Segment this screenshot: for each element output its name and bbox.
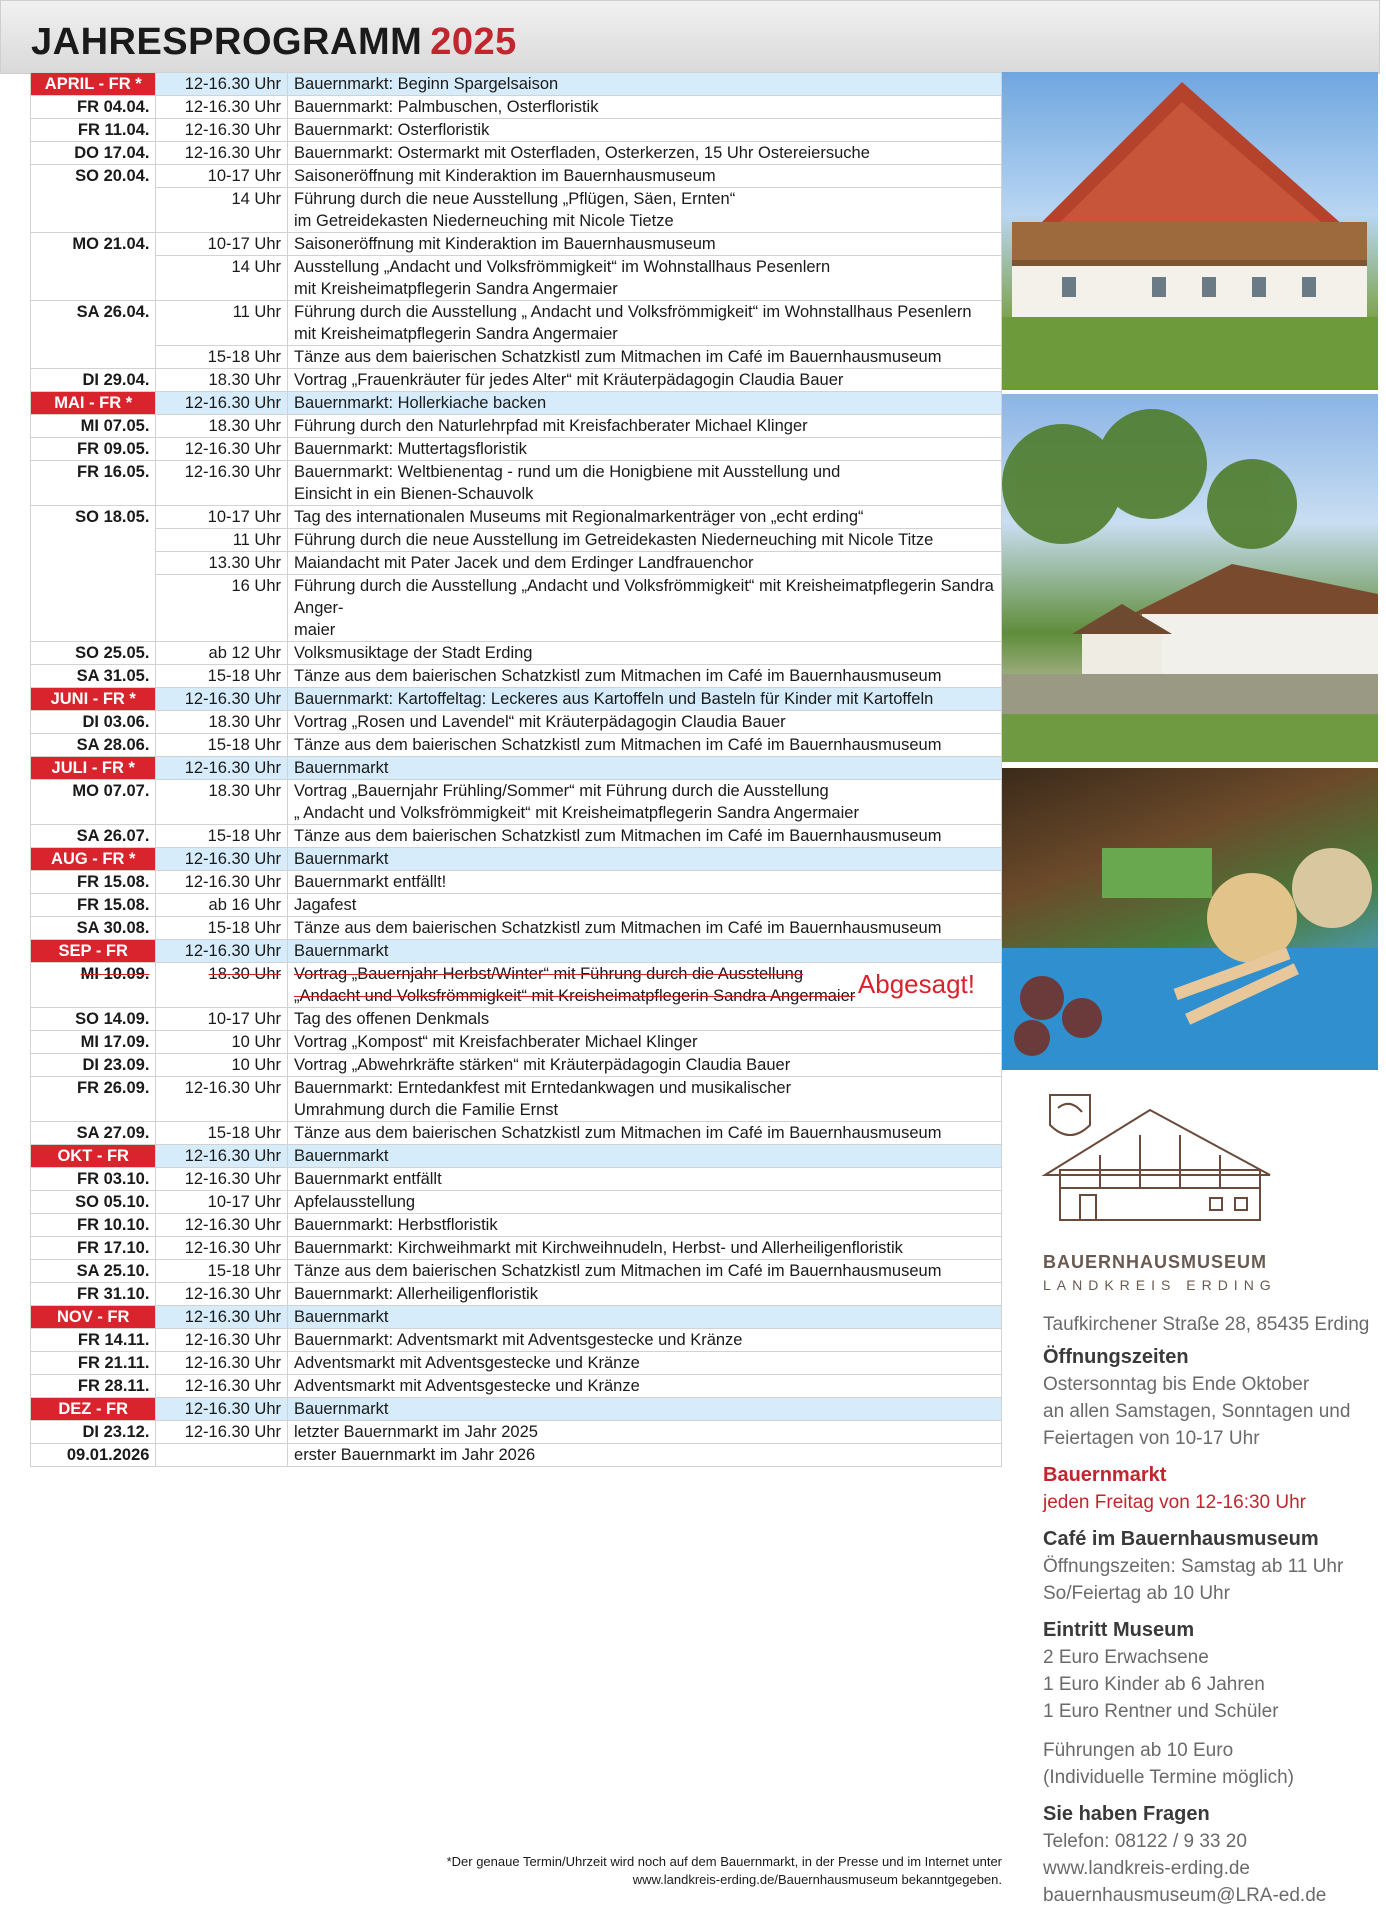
event-description: Maiandacht mit Pater Jacek und dem Erdinger Landfrauenchor — [294, 554, 754, 572]
event-time: 10 Uhr — [156, 1031, 288, 1054]
market-line: jeden Freitag von 12-16:30 Uhr — [1043, 1492, 1306, 1513]
event-cell — [288, 848, 1002, 871]
event-cell — [288, 780, 1002, 825]
event-row — [31, 1214, 1002, 1237]
month-label: SEP - FR — [31, 940, 156, 963]
contact-heading: Sie haben Fragen — [1043, 1803, 1210, 1825]
event-date: FR 04.04. — [31, 96, 156, 119]
event-time: 12-16.30 Uhr — [156, 688, 288, 711]
event-description: Tänze aus dem baierischen Schatzkistl zum Mitmachen im Café im Bauernhausmuseum — [294, 827, 942, 845]
month-label: MAI - FR * — [31, 392, 156, 415]
event-row — [31, 1191, 1002, 1214]
event-description: Bauernmarkt: Beginn Spargelsaison — [294, 75, 559, 93]
event-description: Bauernmarkt — [294, 1400, 389, 1418]
event-time: 10-17 Uhr — [156, 165, 288, 188]
event-cell — [288, 940, 1002, 963]
event-description: Vortrag „Bauernjahr Herbst/Winter“ mit Führung durch die Ausstellung — [294, 965, 804, 983]
event-time: 15-18 Uhr — [156, 1122, 288, 1145]
event-time: 12-16.30 Uhr — [156, 1352, 288, 1375]
opening-line: Feiertagen von 10-17 Uhr — [1043, 1428, 1260, 1449]
event-description: Saisoneröffnung mit Kinderaktion im Bauernhausmuseum — [294, 235, 716, 253]
event-description: Bauernmarkt: Ostermarkt mit Osterfladen, Osterkerzen, 15 Uhr Ostereiersuche — [294, 144, 870, 162]
event-date: 09.01.2026 — [31, 1444, 156, 1467]
cancelled-note: Abgesagt! — [857, 969, 975, 999]
event-row — [31, 1421, 1002, 1444]
event-row — [31, 825, 1002, 848]
event-description: Bauernmarkt — [294, 1308, 389, 1326]
event-cell — [288, 917, 1002, 940]
month-row — [31, 1398, 1002, 1421]
brand-name: BAUERNHAUSMUSEUM — [1043, 1252, 1268, 1272]
event-cell — [288, 1306, 1002, 1329]
event-date: MO 21.04. — [31, 233, 156, 301]
event-description-cont: mit Kreisheimatpflegerin Sandra Angermaier — [294, 325, 618, 343]
month-row — [31, 757, 1002, 780]
event-date: SA 30.08. — [31, 917, 156, 940]
event-description: Tag des offenen Denkmals — [294, 1010, 490, 1028]
event-date: SA 28.06. — [31, 734, 156, 757]
event-description-cont: „Andacht und Volksfrömmigkeit“ mit Kreisheimatpflegerin Sandra Angermaier — [294, 987, 856, 1005]
event-description: Bauernmarkt: Muttertagsfloristik — [294, 440, 527, 458]
event-date: MI 10.09. — [31, 963, 156, 1008]
event-time: ab 12 Uhr — [156, 642, 288, 665]
event-description-cont: Einsicht in ein Bienen-Schauvolk — [294, 485, 534, 503]
event-row — [31, 415, 1002, 438]
event-row — [31, 1122, 1002, 1145]
event-cell — [288, 1283, 1002, 1306]
event-row — [31, 1054, 1002, 1077]
event-time: 14 Uhr — [156, 188, 288, 233]
event-description: Tänze aus dem baierischen Schatzkistl zum Mitmachen im Café im Bauernhausmuseum — [294, 667, 942, 685]
event-date: DI 03.06. — [31, 711, 156, 734]
event-description: Bauernmarkt: Adventsmarkt mit Adventsgestecke und Kränze — [294, 1331, 743, 1349]
event-description: Vortrag „Rosen und Lavendel“ mit Kräuterpädagogin Claudia Bauer — [294, 713, 786, 731]
event-row — [31, 188, 1002, 233]
event-date: SA 31.05. — [31, 665, 156, 688]
event-time: 18.30 Uhr — [156, 711, 288, 734]
event-date: SA 26.04. — [31, 301, 156, 369]
month-label: OKT - FR — [31, 1145, 156, 1168]
event-date: DO 17.04. — [31, 142, 156, 165]
event-row — [31, 575, 1002, 642]
event-time: 10 Uhr — [156, 1054, 288, 1077]
event-row — [31, 1237, 1002, 1260]
event-time: 12-16.30 Uhr — [156, 1214, 288, 1237]
event-cell — [288, 1168, 1002, 1191]
event-row — [31, 963, 1002, 1008]
vegetables-photo — [1002, 768, 1378, 1070]
event-cell — [288, 1237, 1002, 1260]
month-label: JUNI - FR * — [31, 688, 156, 711]
event-time: 12-16.30 Uhr — [156, 461, 288, 506]
event-row — [31, 461, 1002, 506]
event-row — [31, 917, 1002, 940]
event-row — [31, 1329, 1002, 1352]
event-cell — [288, 233, 1002, 256]
event-cell — [288, 415, 1002, 438]
event-date: SO 05.10. — [31, 1191, 156, 1214]
event-description: Bauernmarkt: Palmbuschen, Osterfloristik — [294, 98, 599, 116]
page-title — [31, 21, 517, 64]
opening-line: Ostersonntag bis Ende Oktober — [1043, 1374, 1310, 1395]
event-time: 18.30 Uhr — [156, 415, 288, 438]
event-row — [31, 142, 1002, 165]
event-cell — [288, 963, 1002, 1008]
event-cell — [288, 1260, 1002, 1283]
event-row — [31, 506, 1002, 529]
event-cell — [288, 1122, 1002, 1145]
event-time: 12-16.30 Uhr — [156, 1237, 288, 1260]
event-time: 15-18 Uhr — [156, 1260, 288, 1283]
event-cell — [288, 552, 1002, 575]
event-description: Bauernmarkt entfällt! — [294, 873, 447, 891]
event-cell — [288, 1352, 1002, 1375]
event-description: Bauernmarkt entfällt — [294, 1170, 442, 1188]
event-cell — [288, 894, 1002, 917]
event-date: FR 03.10. — [31, 1168, 156, 1191]
event-date: FR 11.04. — [31, 119, 156, 142]
event-cell — [288, 642, 1002, 665]
event-description: Bauernmarkt — [294, 942, 389, 960]
event-cell — [288, 301, 1002, 346]
event-description: Führung durch die neue Ausstellung im Getreidekasten Niederneuching mit Nicole Titze — [294, 531, 934, 549]
event-cell — [288, 369, 1002, 392]
event-date: MO 07.07. — [31, 780, 156, 825]
month-row — [31, 1145, 1002, 1168]
event-row — [31, 369, 1002, 392]
market-heading: Bauernmarkt — [1043, 1464, 1167, 1486]
event-row — [31, 233, 1002, 256]
event-description-cont: maier — [294, 621, 336, 639]
event-row — [31, 438, 1002, 461]
event-description: Vortrag „Abwehrkräfte stärken“ mit Kräuterpädagogin Claudia Bauer — [294, 1056, 791, 1074]
event-time: 12-16.30 Uhr — [156, 73, 288, 96]
event-row — [31, 119, 1002, 142]
footnote — [320, 1853, 1002, 1889]
cafe-heading: Café im Bauernhausmuseum — [1043, 1528, 1319, 1550]
event-cell — [288, 1398, 1002, 1421]
event-cell — [288, 392, 1002, 415]
event-time: 12-16.30 Uhr — [156, 1077, 288, 1122]
program-table — [30, 72, 1002, 1467]
event-date: SO 25.05. — [31, 642, 156, 665]
event-description: Saisoneröffnung mit Kinderaktion im Bauernhausmuseum — [294, 167, 716, 185]
title-text: JAHRESPROGRAMM — [31, 21, 423, 63]
event-row — [31, 346, 1002, 369]
event-cell — [288, 1329, 1002, 1352]
event-description: Bauernmarkt: Kirchweihmarkt mit Kirchweihnudeln, Herbst- und Allerheiligenfloristik — [294, 1239, 903, 1257]
farmyard-photo — [1002, 394, 1378, 762]
tour-line: (Individuelle Termine möglich) — [1043, 1767, 1294, 1788]
event-time: 12-16.30 Uhr — [156, 1283, 288, 1306]
event-time: 15-18 Uhr — [156, 665, 288, 688]
month-row — [31, 688, 1002, 711]
event-date: FR 31.10. — [31, 1283, 156, 1306]
event-time: 11 Uhr — [156, 529, 288, 552]
event-description: Bauernmarkt: Weltbienentag - rund um die Honigbiene mit Ausstellung und — [294, 463, 841, 481]
event-description: Führung durch die Ausstellung „Andacht und Volksfrömmigkeit“ mit Kreisheimatpflegerin Sandra Anger- — [294, 577, 994, 617]
address: Taufkirchener Straße 28, 85435 Erding — [1043, 1314, 1370, 1335]
event-time: ab 16 Uhr — [156, 894, 288, 917]
event-description: Tänze aus dem baierischen Schatzkistl zum Mitmachen im Café im Bauernhausmuseum — [294, 1124, 942, 1142]
museum-logo — [1040, 1090, 1280, 1240]
entry-line: 1 Euro Kinder ab 6 Jahren — [1043, 1674, 1265, 1695]
event-time: 18.30 Uhr — [156, 369, 288, 392]
event-row — [31, 529, 1002, 552]
event-description: letzter Bauernmarkt im Jahr 2025 — [294, 1423, 538, 1441]
event-cell — [288, 665, 1002, 688]
event-cell — [288, 461, 1002, 506]
event-date: DI 23.12. — [31, 1421, 156, 1444]
event-time: 11 Uhr — [156, 301, 288, 346]
event-time: 15-18 Uhr — [156, 825, 288, 848]
opening-line: an allen Samstagen, Sonntagen und — [1043, 1401, 1351, 1422]
event-date: MI 17.09. — [31, 1031, 156, 1054]
contact-email[interactable]: bauernhausmuseum@LRA-ed.de — [1043, 1885, 1327, 1906]
event-cell — [288, 575, 1002, 642]
event-description: Tänze aus dem baierischen Schatzkistl zum Mitmachen im Café im Bauernhausmuseum — [294, 919, 942, 937]
event-date: FR 10.10. — [31, 1214, 156, 1237]
event-description: Führung durch die neue Ausstellung „Pflügen, Säen, Ernten“ — [294, 190, 736, 208]
event-time: 14 Uhr — [156, 256, 288, 301]
entry-heading: Eintritt Museum — [1043, 1619, 1195, 1641]
event-cell — [288, 757, 1002, 780]
event-date: FR 15.08. — [31, 871, 156, 894]
event-time: 12-16.30 Uhr — [156, 1421, 288, 1444]
cafe-line: Öffnungszeiten: Samstag ab 11 Uhr — [1043, 1556, 1344, 1577]
month-label: AUG - FR * — [31, 848, 156, 871]
event-time: 12-16.30 Uhr — [156, 871, 288, 894]
event-time: 16 Uhr — [156, 575, 288, 642]
event-description: Tag des internationalen Museums mit Regionalmarkenträger von „echt erding“ — [294, 508, 864, 526]
event-row — [31, 301, 1002, 346]
event-time: 12-16.30 Uhr — [156, 1306, 288, 1329]
event-time: 12-16.30 Uhr — [156, 940, 288, 963]
event-description: Vortrag „Kompost“ mit Kreisfachberater Michael Klinger — [294, 1033, 698, 1051]
event-description: Tänze aus dem baierischen Schatzkistl zum Mitmachen im Café im Bauernhausmuseum — [294, 1262, 942, 1280]
event-date: FR 28.11. — [31, 1375, 156, 1398]
event-cell — [288, 1214, 1002, 1237]
month-label: APRIL - FR * — [31, 73, 156, 96]
event-time: 12-16.30 Uhr — [156, 1168, 288, 1191]
event-row — [31, 734, 1002, 757]
event-cell — [288, 96, 1002, 119]
event-row — [31, 894, 1002, 917]
event-row — [31, 1352, 1002, 1375]
event-row — [31, 1444, 1002, 1467]
event-time: 18.30 Uhr — [156, 780, 288, 825]
event-cell — [288, 142, 1002, 165]
event-description: Bauernmarkt: Kartoffeltag: Leckeres aus Kartoffeln und Basteln für Kinder mit Kartoffeln — [294, 690, 934, 708]
event-row — [31, 1008, 1002, 1031]
event-cell — [288, 688, 1002, 711]
event-time: 10-17 Uhr — [156, 1191, 288, 1214]
event-cell — [288, 1375, 1002, 1398]
event-description: Bauernmarkt — [294, 759, 389, 777]
event-description-cont: mit Kreisheimatpflegerin Sandra Angermaier — [294, 280, 618, 298]
event-description: Führung durch die Ausstellung „ Andacht und Volksfrömmigkeit“ im Wohnstallhaus Pesenlern — [294, 303, 972, 321]
event-row — [31, 256, 1002, 301]
event-cell — [288, 734, 1002, 757]
event-time: 15-18 Uhr — [156, 917, 288, 940]
contact-website[interactable]: www.landkreis-erding.de — [1043, 1858, 1250, 1879]
footnote-line-2: www.landkreis-erding.de/Bauernhausmuseum bekanntgegeben. — [632, 1872, 1002, 1887]
event-cell — [288, 1008, 1002, 1031]
title-year: 2025 — [430, 21, 517, 63]
event-date: FR 09.05. — [31, 438, 156, 461]
farmhouse-photo — [1002, 72, 1378, 390]
event-cell — [288, 438, 1002, 461]
title-bar — [0, 0, 1380, 74]
event-date: FR 14.11. — [31, 1329, 156, 1352]
event-cell — [288, 529, 1002, 552]
event-date: MI 07.05. — [31, 415, 156, 438]
event-time: 12-16.30 Uhr — [156, 1375, 288, 1398]
month-row — [31, 73, 1002, 96]
event-row — [31, 871, 1002, 894]
event-description: Volksmusiktage der Stadt Erding — [294, 644, 533, 662]
event-description-cont: Umrahmung durch die Familie Ernst — [294, 1101, 559, 1119]
event-time: 12-16.30 Uhr — [156, 142, 288, 165]
event-time: 12-16.30 Uhr — [156, 848, 288, 871]
event-cell — [288, 711, 1002, 734]
event-date: FR 26.09. — [31, 1077, 156, 1122]
event-date: SO 14.09. — [31, 1008, 156, 1031]
event-cell — [288, 165, 1002, 188]
event-time: 10-17 Uhr — [156, 506, 288, 529]
event-description-cont: „ Andacht und Volksfrömmigkeit“ mit Kreisheimatpflegerin Sandra Angermaier — [294, 804, 859, 822]
event-row — [31, 1375, 1002, 1398]
event-time: 18.30 Uhr — [156, 963, 288, 1008]
event-description: Ausstellung „Andacht und Volksfrömmigkeit“ im Wohnstallhaus Pesenlern — [294, 258, 831, 276]
info-sidebar — [1043, 1245, 1373, 1909]
event-description: Bauernmarkt: Osterfloristik — [294, 121, 490, 139]
event-description: Bauernmarkt: Herbstfloristik — [294, 1216, 498, 1234]
month-label: NOV - FR — [31, 1306, 156, 1329]
month-row — [31, 940, 1002, 963]
month-row — [31, 1306, 1002, 1329]
event-cell — [288, 188, 1002, 233]
event-cell — [288, 256, 1002, 301]
event-cell — [288, 1145, 1002, 1168]
event-cell — [288, 119, 1002, 142]
event-cell — [288, 871, 1002, 894]
event-row — [31, 552, 1002, 575]
event-row — [31, 165, 1002, 188]
event-description-cont: im Getreidekasten Niederneuching mit Nicole Tietze — [294, 212, 674, 230]
event-time: 12-16.30 Uhr — [156, 1398, 288, 1421]
month-label: DEZ - FR — [31, 1398, 156, 1421]
event-cell — [288, 1031, 1002, 1054]
event-time: 10-17 Uhr — [156, 1008, 288, 1031]
event-description: Jagafest — [294, 896, 357, 914]
cafe-line: So/Feiertag ab 10 Uhr — [1043, 1583, 1230, 1604]
event-cell — [288, 1077, 1002, 1122]
event-row — [31, 1283, 1002, 1306]
event-time: 12-16.30 Uhr — [156, 1145, 288, 1168]
event-time: 12-16.30 Uhr — [156, 438, 288, 461]
event-time: 12-16.30 Uhr — [156, 119, 288, 142]
event-time: 12-16.30 Uhr — [156, 392, 288, 415]
event-row — [31, 780, 1002, 825]
event-description: Tänze aus dem baierischen Schatzkistl zum Mitmachen im Café im Bauernhausmuseum — [294, 348, 942, 366]
event-date: FR 21.11. — [31, 1352, 156, 1375]
event-description: Führung durch den Naturlehrpfad mit Kreisfachberater Michael Klinger — [294, 417, 808, 435]
footnote-line-1: *Der genaue Termin/Uhrzeit wird noch auf dem Bauernmarkt, in der Presse und im Internet unter — [446, 1854, 1002, 1869]
event-description: erster Bauernmarkt im Jahr 2026 — [294, 1446, 536, 1464]
event-description: Apfelausstellung — [294, 1193, 416, 1211]
event-date: SA 26.07. — [31, 825, 156, 848]
event-date: SO 18.05. — [31, 506, 156, 642]
event-cell — [288, 73, 1002, 96]
event-cell — [288, 1444, 1002, 1467]
month-row — [31, 392, 1002, 415]
event-date: SA 25.10. — [31, 1260, 156, 1283]
entry-line: 2 Euro Erwachsene — [1043, 1647, 1209, 1668]
event-cell — [288, 1054, 1002, 1077]
event-description: Bauernmarkt — [294, 850, 389, 868]
event-time: 13.30 Uhr — [156, 552, 288, 575]
event-row — [31, 1260, 1002, 1283]
event-date: FR 15.08. — [31, 894, 156, 917]
event-time: 15-18 Uhr — [156, 346, 288, 369]
event-description: Bauernmarkt — [294, 1147, 389, 1165]
event-description: Adventsmarkt mit Adventsgestecke und Kränze — [294, 1377, 640, 1395]
event-description: Bauernmarkt: Allerheiligenfloristik — [294, 1285, 538, 1303]
event-time: 15-18 Uhr — [156, 734, 288, 757]
month-row — [31, 848, 1002, 871]
brand-sub: LANDKREIS ERDING — [1043, 1277, 1277, 1293]
event-description: Tänze aus dem baierischen Schatzkistl zum Mitmachen im Café im Bauernhausmuseum — [294, 736, 942, 754]
event-description: Adventsmarkt mit Adventsgestecke und Kränze — [294, 1354, 640, 1372]
tour-line: Führungen ab 10 Euro — [1043, 1740, 1234, 1761]
event-row — [31, 1168, 1002, 1191]
event-cell — [288, 506, 1002, 529]
event-row — [31, 1077, 1002, 1122]
event-time — [156, 1444, 288, 1467]
event-cell — [288, 1421, 1002, 1444]
event-cell — [288, 1191, 1002, 1214]
event-description: Vortrag „Frauenkräuter für jedes Alter“ mit Kräuterpädagogin Claudia Bauer — [294, 371, 844, 389]
opening-heading: Öffnungszeiten — [1043, 1346, 1189, 1368]
contact-phone: Telefon: 08122 / 9 33 20 — [1043, 1831, 1247, 1852]
event-description: Bauernmarkt: Hollerkiache backen — [294, 394, 547, 412]
event-row — [31, 711, 1002, 734]
event-time: 10-17 Uhr — [156, 233, 288, 256]
event-date: SA 27.09. — [31, 1122, 156, 1145]
event-description: Bauernmarkt: Erntedankfest mit Erntedankwagen und musikalischer — [294, 1079, 792, 1097]
event-row — [31, 665, 1002, 688]
event-row — [31, 1031, 1002, 1054]
event-date: DI 29.04. — [31, 369, 156, 392]
event-date: FR 16.05. — [31, 461, 156, 506]
event-date: DI 23.09. — [31, 1054, 156, 1077]
event-time: 12-16.30 Uhr — [156, 757, 288, 780]
event-time: 12-16.30 Uhr — [156, 1329, 288, 1352]
event-cell — [288, 825, 1002, 848]
month-label: JULI - FR * — [31, 757, 156, 780]
entry-line: 1 Euro Rentner und Schüler — [1043, 1701, 1279, 1722]
event-description: Vortrag „Bauernjahr Frühling/Sommer“ mit Führung durch die Ausstellung — [294, 782, 829, 800]
event-row — [31, 96, 1002, 119]
event-cell — [288, 346, 1002, 369]
event-row — [31, 642, 1002, 665]
event-date: SO 20.04. — [31, 165, 156, 233]
event-date: FR 17.10. — [31, 1237, 156, 1260]
event-time: 12-16.30 Uhr — [156, 96, 288, 119]
